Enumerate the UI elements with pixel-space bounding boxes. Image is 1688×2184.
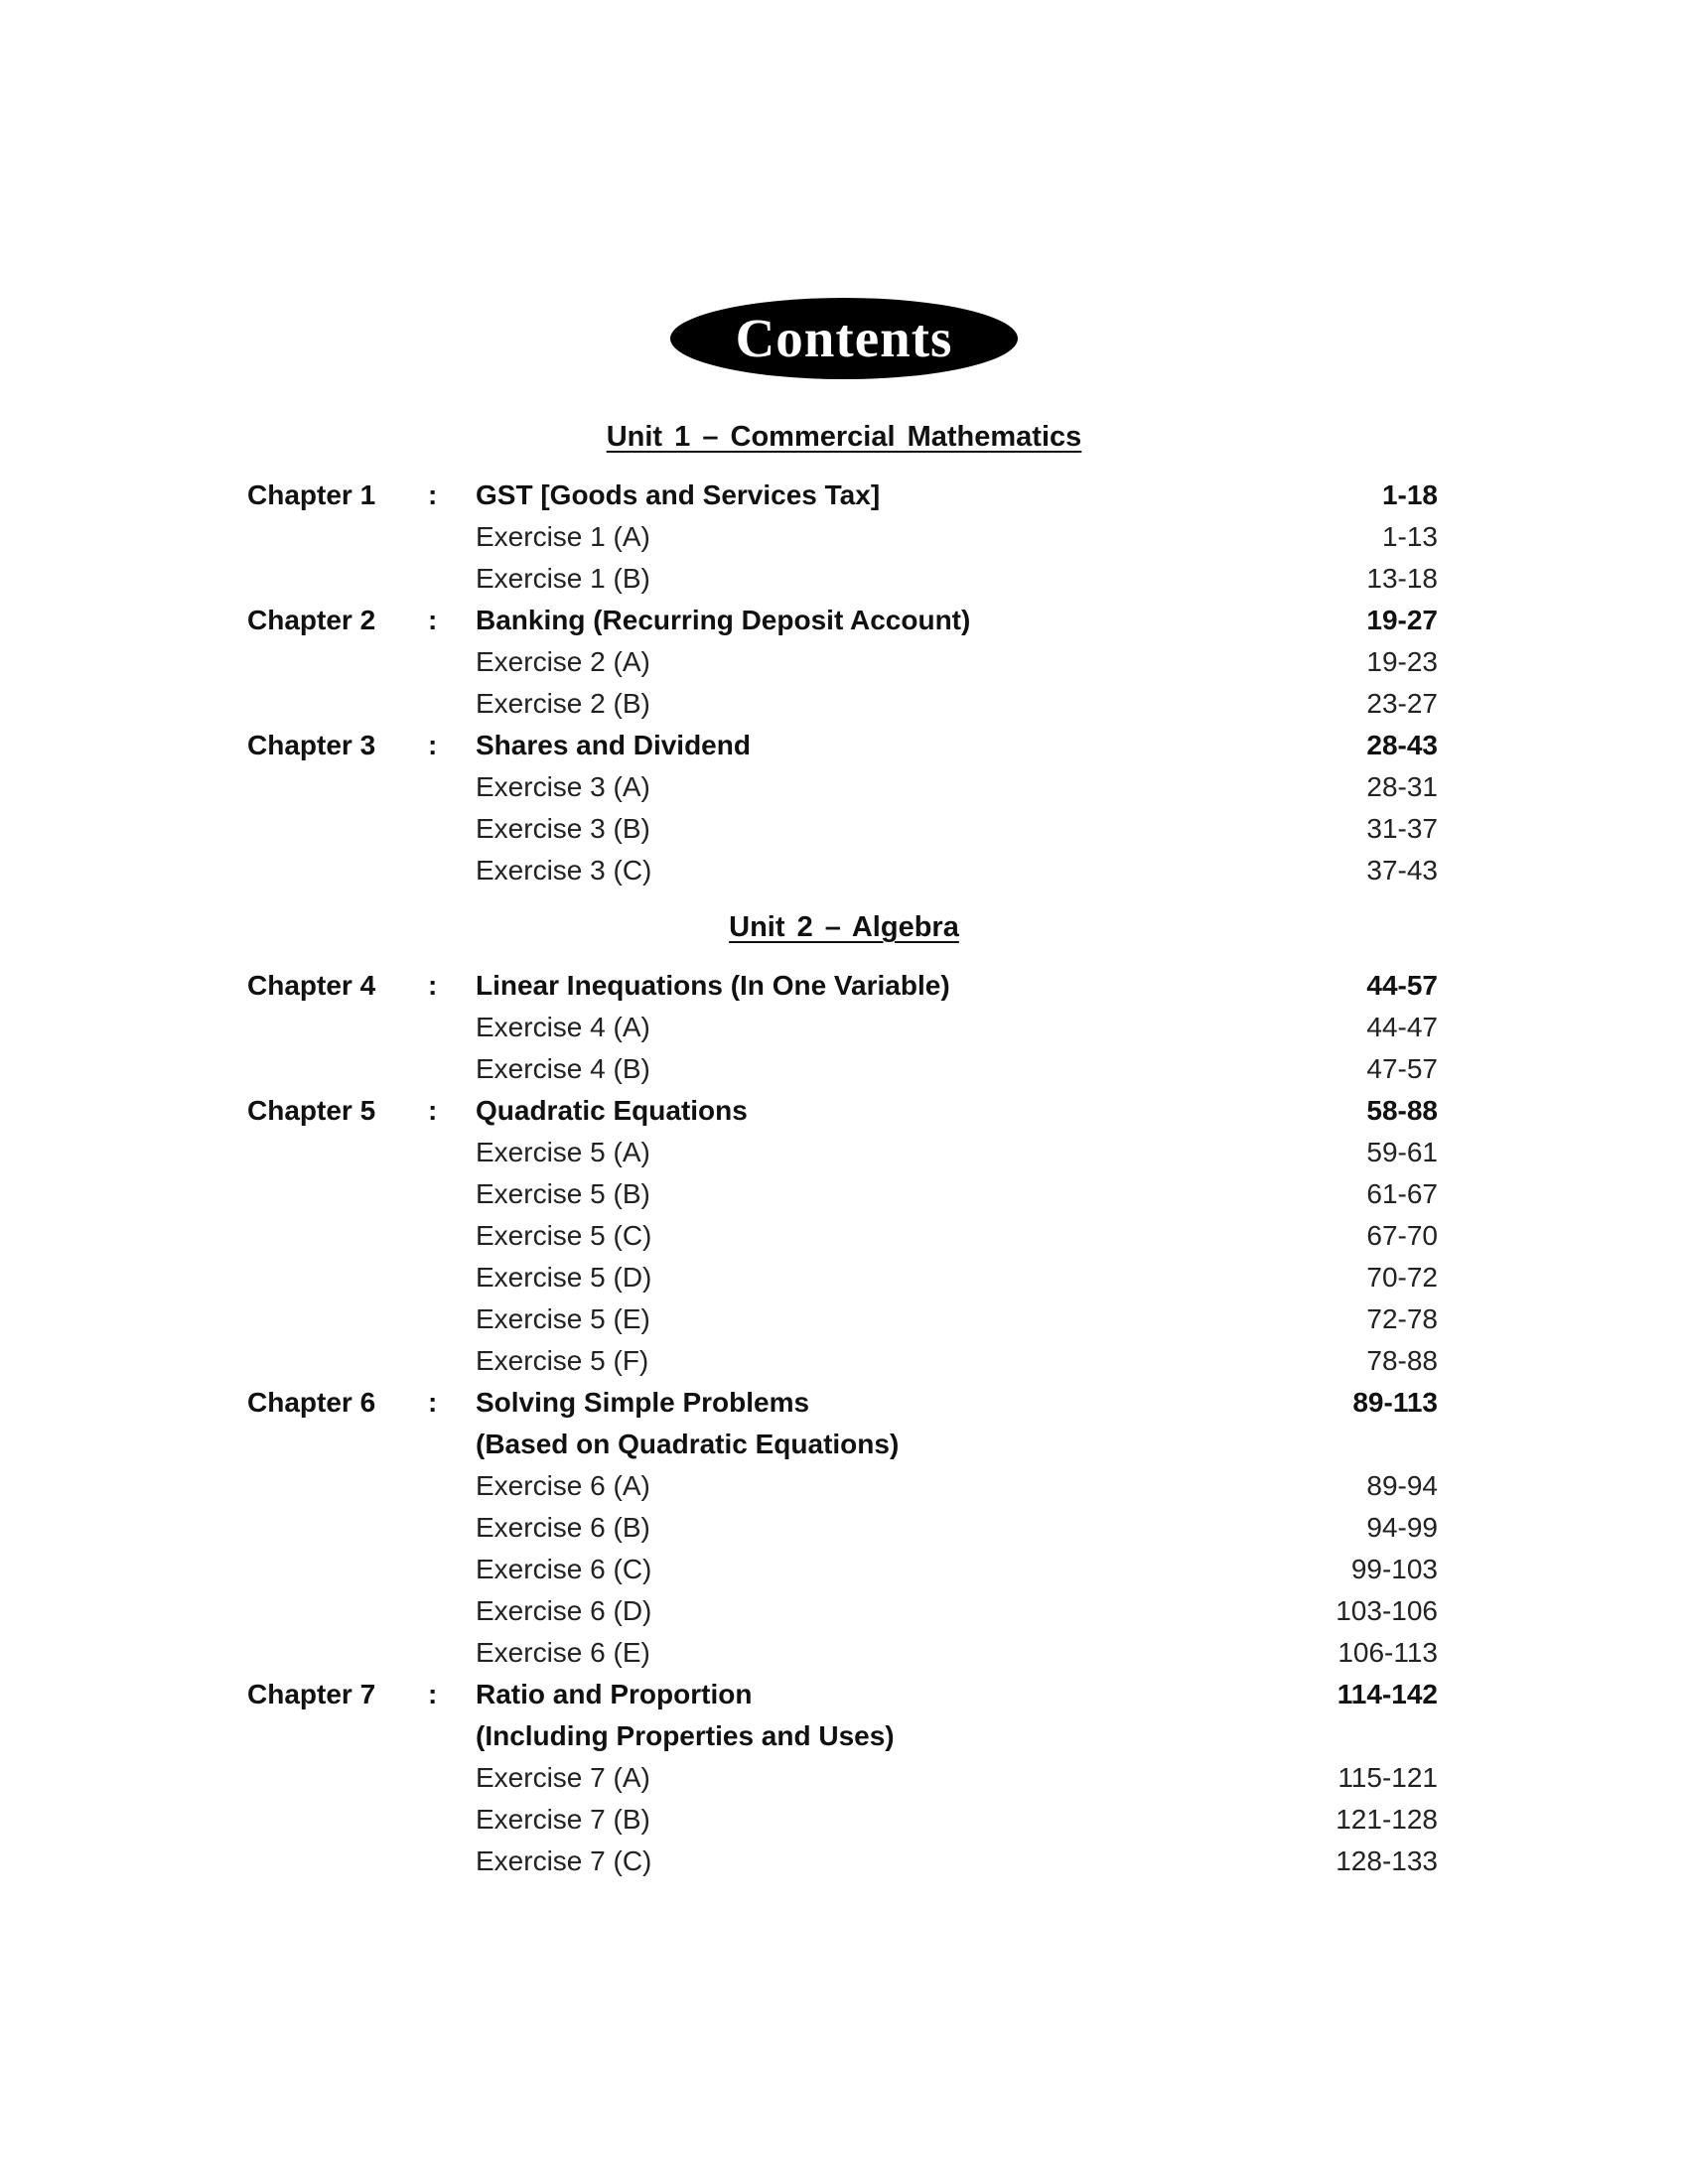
exercise-row[interactable] <box>0 1048 1688 1090</box>
exercise-title: Exercise 6 (C) <box>476 1554 652 1584</box>
chapter-subtitle: (Including Properties and Uses) <box>476 1720 895 1751</box>
chapter-pages: 58-88 <box>1366 1095 1438 1126</box>
exercise-title: Exercise 1 (B) <box>476 563 650 594</box>
exercise-row[interactable] <box>0 1507 1688 1549</box>
exercise-title: Exercise 7 (A) <box>476 1762 650 1793</box>
exercise-title: Exercise 5 (C) <box>476 1220 652 1251</box>
chapter-label: Chapter 4 <box>247 970 376 1001</box>
chapter-row[interactable] <box>0 725 1688 766</box>
chapter-title: GST [Goods and Services Tax] <box>476 479 881 510</box>
chapter-row[interactable] <box>0 1382 1688 1424</box>
exercise-pages: 128-133 <box>1336 1845 1438 1876</box>
chapter-subtitle: (Based on Quadratic Equations) <box>476 1429 900 1459</box>
exercise-title: Exercise 6 (D) <box>476 1595 652 1626</box>
chapter-title: Shares and Dividend <box>476 730 751 760</box>
exercise-pages: 70-72 <box>1366 1262 1438 1293</box>
chapter-label: Chapter 7 <box>247 1679 376 1709</box>
exercise-title: Exercise 6 (A) <box>476 1470 650 1501</box>
exercise-row[interactable] <box>0 1173 1688 1215</box>
exercise-title: Exercise 4 (B) <box>476 1053 650 1084</box>
exercise-row[interactable] <box>0 1799 1688 1841</box>
exercise-pages: 99-103 <box>1350 1554 1438 1584</box>
exercise-row[interactable] <box>0 1632 1688 1674</box>
exercise-title: Exercise 5 (B) <box>476 1178 650 1209</box>
exercise-pages: 72-78 <box>1366 1303 1438 1334</box>
exercise-pages: 28-31 <box>1366 771 1438 802</box>
exercise-pages: 67-70 <box>1366 1220 1438 1251</box>
chapter-label: Chapter 3 <box>247 730 376 760</box>
exercise-row[interactable] <box>0 1298 1688 1340</box>
chapter-row[interactable] <box>0 475 1688 516</box>
chapter-label: Chapter 5 <box>247 1095 376 1126</box>
unit-heading <box>0 417 1688 457</box>
exercise-row[interactable] <box>0 683 1688 725</box>
chapter-label: Chapter 6 <box>247 1387 376 1418</box>
exercise-pages: 1-13 <box>1381 521 1438 552</box>
chapter-title: Solving Simple Problems <box>476 1387 810 1418</box>
exercise-title: Exercise 2 (B) <box>476 688 650 719</box>
exercise-title: Exercise 3 (C) <box>476 855 652 886</box>
exercise-row[interactable] <box>0 516 1688 558</box>
exercise-row[interactable] <box>0 641 1688 683</box>
exercise-row[interactable] <box>0 1465 1688 1507</box>
chapter-separator: : <box>428 1387 438 1418</box>
exercise-row[interactable] <box>0 558 1688 600</box>
chapter-pages: 1-18 <box>1381 479 1438 510</box>
exercise-pages: 78-88 <box>1366 1345 1438 1376</box>
chapter-title: Banking (Recurring Deposit Account) <box>476 605 971 635</box>
exercise-pages: 115-121 <box>1337 1762 1438 1793</box>
chapter-subtitle-row <box>0 1715 1688 1757</box>
contents-title-wrapper <box>0 298 1688 379</box>
exercise-pages: 47-57 <box>1366 1053 1438 1084</box>
chapter-label: Chapter 1 <box>247 479 376 510</box>
exercise-pages: 13-18 <box>1366 563 1438 594</box>
exercise-title: Exercise 5 (E) <box>476 1303 650 1334</box>
exercise-title: Exercise 5 (D) <box>476 1262 652 1293</box>
unit-heading-text: Unit 2 – Algebra <box>729 911 959 943</box>
exercise-title: Exercise 3 (B) <box>476 813 650 844</box>
exercise-title: Exercise 5 (A) <box>476 1137 650 1167</box>
chapter-separator: : <box>428 605 438 635</box>
exercise-row[interactable] <box>0 1841 1688 1882</box>
chapter-separator: : <box>428 479 438 510</box>
exercise-pages: 44-47 <box>1366 1012 1438 1042</box>
unit-heading-text: Unit 1 – Commercial Mathematics <box>606 421 1082 453</box>
table-of-contents <box>0 417 1688 1882</box>
chapter-separator: : <box>428 970 438 1001</box>
exercise-row[interactable] <box>0 1549 1688 1590</box>
chapter-row[interactable] <box>0 600 1688 641</box>
exercise-pages: 94-99 <box>1366 1512 1438 1543</box>
exercise-pages: 103-106 <box>1336 1595 1438 1626</box>
exercise-row[interactable] <box>0 1590 1688 1632</box>
chapter-pages: 89-113 <box>1352 1387 1438 1418</box>
exercise-title: Exercise 7 (C) <box>476 1845 652 1876</box>
exercise-row[interactable] <box>0 1132 1688 1173</box>
exercise-row[interactable] <box>0 1215 1688 1257</box>
chapter-title: Ratio and Proportion <box>476 1679 753 1709</box>
unit-spacer <box>0 891 1688 907</box>
chapter-title: Linear Inequations (In One Variable) <box>476 970 950 1001</box>
unit-spacer <box>0 457 1688 475</box>
exercise-row[interactable] <box>0 850 1688 891</box>
exercise-title: Exercise 5 (F) <box>476 1345 649 1376</box>
unit-spacer <box>0 947 1688 965</box>
chapter-pages: 19-27 <box>1366 605 1438 635</box>
exercise-pages: 121-128 <box>1336 1804 1438 1835</box>
exercise-title: Exercise 3 (A) <box>476 771 650 802</box>
exercise-pages: 31-37 <box>1366 813 1438 844</box>
exercise-pages: 37-43 <box>1366 855 1438 886</box>
exercise-pages: 19-23 <box>1366 646 1438 677</box>
chapter-separator: : <box>428 1679 438 1709</box>
chapter-pages: 28-43 <box>1366 730 1438 760</box>
exercise-row[interactable] <box>0 766 1688 808</box>
exercise-title: Exercise 6 (E) <box>476 1637 650 1668</box>
exercise-pages: 59-61 <box>1366 1137 1438 1167</box>
contents-title: Contents <box>670 298 1018 379</box>
chapter-row[interactable] <box>0 1674 1688 1715</box>
exercise-row[interactable] <box>0 1257 1688 1298</box>
exercise-pages: 89-94 <box>1366 1470 1438 1501</box>
exercise-title: Exercise 2 (A) <box>476 646 650 677</box>
exercise-pages: 23-27 <box>1366 688 1438 719</box>
chapter-separator: : <box>428 1095 438 1126</box>
exercise-title: Exercise 1 (A) <box>476 521 650 552</box>
chapter-row[interactable] <box>0 1090 1688 1132</box>
chapter-label: Chapter 2 <box>247 605 376 635</box>
exercise-row[interactable] <box>0 1757 1688 1799</box>
chapter-pages: 44-57 <box>1366 970 1438 1001</box>
unit-heading <box>0 907 1688 947</box>
exercise-pages: 106-113 <box>1337 1637 1438 1668</box>
exercise-row[interactable] <box>0 1007 1688 1048</box>
exercise-title: Exercise 4 (A) <box>476 1012 650 1042</box>
chapter-pages: 114-142 <box>1336 1679 1438 1709</box>
chapter-subtitle-row <box>0 1424 1688 1465</box>
exercise-row[interactable] <box>0 1340 1688 1382</box>
exercise-title: Exercise 7 (B) <box>476 1804 650 1835</box>
chapter-separator: : <box>428 730 438 760</box>
exercise-title: Exercise 6 (B) <box>476 1512 650 1543</box>
exercise-pages: 61-67 <box>1366 1178 1438 1209</box>
exercise-row[interactable] <box>0 808 1688 850</box>
chapter-row[interactable] <box>0 965 1688 1007</box>
chapter-title: Quadratic Equations <box>476 1095 748 1126</box>
